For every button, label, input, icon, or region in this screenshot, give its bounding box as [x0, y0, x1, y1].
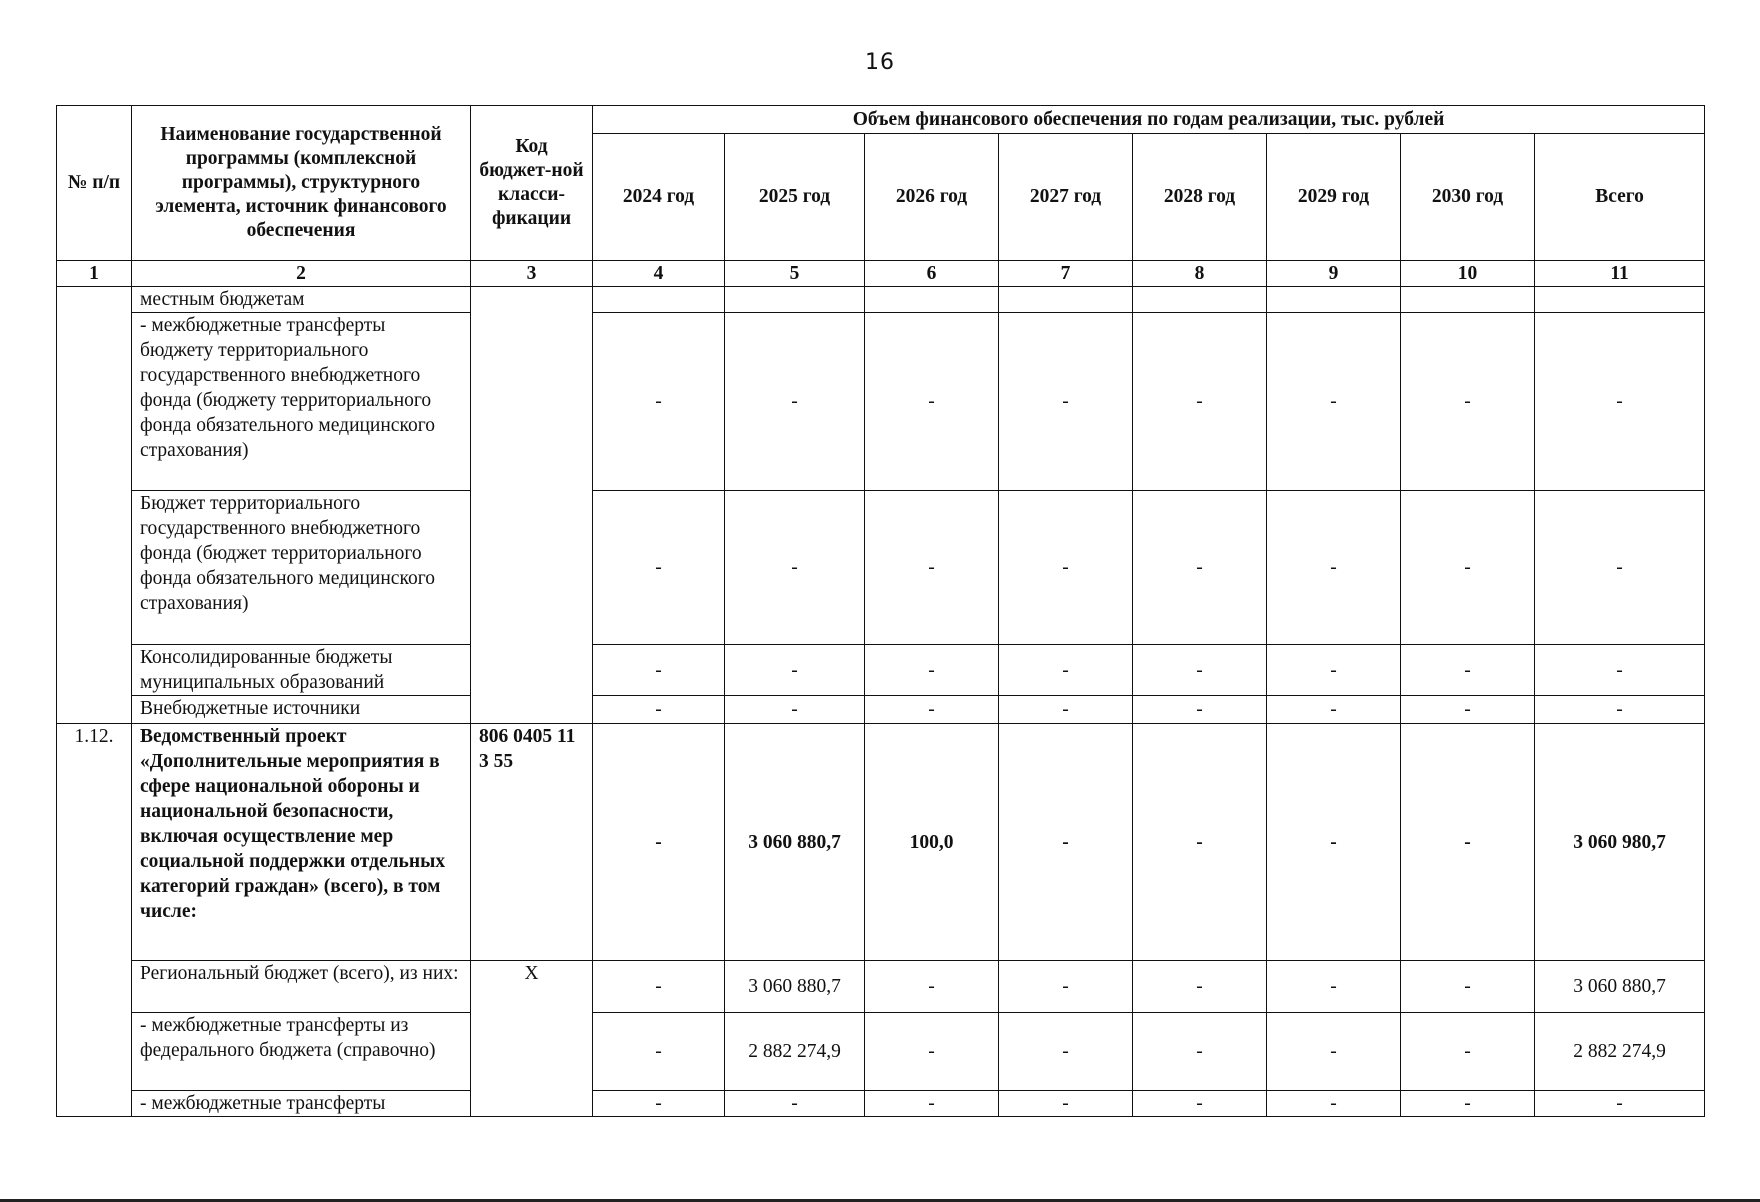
value-cell: - [865, 645, 999, 696]
value-cell: 2 882 274,9 [1535, 1013, 1705, 1091]
value-cell [593, 287, 725, 313]
value-cell: 3 060 880,7 [725, 961, 865, 1013]
value-cell: - [1133, 645, 1267, 696]
column-index: 1 [57, 261, 132, 287]
value-cell: - [865, 1013, 999, 1091]
value-cell: - [725, 1091, 865, 1117]
value-cell: - [593, 1013, 725, 1091]
table-row-project [57, 724, 1705, 961]
value-cell: - [999, 1091, 1133, 1117]
value-cell: 2 882 274,9 [725, 1013, 865, 1091]
header-row-1 [57, 106, 1705, 134]
value-cell: - [1401, 645, 1535, 696]
value-cell: - [593, 645, 725, 696]
page-number: 16 [865, 50, 895, 75]
value-cell: - [1267, 491, 1401, 645]
header-no: № п/п [57, 106, 132, 261]
value-cell: - [1267, 696, 1401, 724]
column-index: 7 [999, 261, 1133, 287]
header-year: 2030 год [1401, 134, 1535, 261]
table-row [57, 961, 1705, 1013]
value-cell: - [1133, 313, 1267, 491]
value-cell: - [999, 696, 1133, 724]
value-cell: - [1267, 1013, 1401, 1091]
value-cell: - [1133, 724, 1267, 961]
value-cell: - [1267, 313, 1401, 491]
table-row [57, 1091, 1705, 1117]
value-cell: - [593, 491, 725, 645]
row-name: - межбюджетные трансферты [132, 1091, 471, 1117]
value-cell: - [1535, 1091, 1705, 1117]
value-cell: - [999, 1013, 1133, 1091]
value-cell [1133, 287, 1267, 313]
table-row [57, 696, 1705, 724]
value-cell: - [593, 313, 725, 491]
value-cell: - [725, 696, 865, 724]
value-cell: - [865, 696, 999, 724]
value-cell: - [593, 724, 725, 961]
row-name: Региональный бюджет (всего), из них: [132, 961, 471, 1013]
value-cell: - [865, 961, 999, 1013]
value-cell: - [1267, 1091, 1401, 1117]
column-index: 9 [1267, 261, 1401, 287]
code-cell [471, 287, 593, 724]
value-cell: - [999, 961, 1133, 1013]
header-name: Наименование государственной программы (комплексной программы), структурного элемента, источник финансового обеспечения [132, 106, 471, 261]
value-cell: - [725, 313, 865, 491]
value-cell: 100,0 [865, 724, 999, 961]
value-cell: - [1401, 1091, 1535, 1117]
row-name: Внебюджетные источники [132, 696, 471, 724]
column-index: 10 [1401, 261, 1535, 287]
header-total: Всего [1535, 134, 1705, 261]
value-cell: - [865, 1091, 999, 1117]
value-cell [1535, 287, 1705, 313]
column-index: 2 [132, 261, 471, 287]
value-cell [725, 287, 865, 313]
header-volume: Объем финансового обеспечения по годам реализации, тыс. рублей [593, 106, 1705, 134]
value-cell: - [725, 645, 865, 696]
value-cell: 3 060 880,7 [1535, 961, 1705, 1013]
column-index-row [57, 261, 1705, 287]
header-year: 2025 год [725, 134, 865, 261]
value-cell: - [999, 491, 1133, 645]
value-cell: - [725, 491, 865, 645]
value-cell: - [1535, 696, 1705, 724]
table-row [57, 1013, 1705, 1091]
budget-table [56, 105, 1705, 1117]
header-year: 2028 год [1133, 134, 1267, 261]
value-cell: - [1267, 961, 1401, 1013]
value-cell: - [1133, 491, 1267, 645]
value-cell: - [1267, 645, 1401, 696]
table-row [57, 313, 1705, 491]
table-row [57, 287, 1705, 313]
column-index: 5 [725, 261, 865, 287]
header-year: 2029 год [1267, 134, 1401, 261]
value-cell: - [1267, 724, 1401, 961]
value-cell: - [1535, 491, 1705, 645]
header-year: 2024 год [593, 134, 725, 261]
value-cell: - [1133, 696, 1267, 724]
value-cell: - [1133, 1091, 1267, 1117]
table-row [57, 645, 1705, 696]
value-cell: - [1133, 1013, 1267, 1091]
value-cell: - [593, 961, 725, 1013]
value-cell: - [999, 645, 1133, 696]
value-cell: - [1401, 724, 1535, 961]
table-row [57, 491, 1705, 645]
value-cell: - [593, 696, 725, 724]
value-cell: - [1401, 961, 1535, 1013]
value-cell: 3 060 980,7 [1535, 724, 1705, 961]
column-index: 8 [1133, 261, 1267, 287]
value-cell [1267, 287, 1401, 313]
row-name: - межбюджетные трансферты из федерального бюджета (справочно) [132, 1013, 471, 1091]
value-cell: - [1535, 313, 1705, 491]
value-cell: - [865, 491, 999, 645]
header-year: 2026 год [865, 134, 999, 261]
row-name: местным бюджетам [132, 287, 471, 313]
value-cell: - [1535, 645, 1705, 696]
value-cell: - [865, 313, 999, 491]
value-cell: - [999, 724, 1133, 961]
header-code: Код бюджет-ной класси-фикации [471, 106, 593, 261]
value-cell: - [1401, 313, 1535, 491]
row-name: - межбюджетные трансферты бюджету территориального государственного внебюджетного фонда (бюджету территориального фонда обязательного медицинского страхования) [132, 313, 471, 491]
value-cell [865, 287, 999, 313]
value-cell: - [999, 313, 1133, 491]
value-cell: - [1401, 1013, 1535, 1091]
row-number-cell [57, 287, 132, 724]
value-cell: - [593, 1091, 725, 1117]
row-number: 1.12. [57, 724, 132, 1117]
column-index: 4 [593, 261, 725, 287]
row-name: Ведомственный проект «Дополнительные мероприятия в сфере национальной обороны и национальной безопасности, включая осуществление мер социальной поддержки отдельных категорий граждан» (всего), в том числе: [132, 724, 471, 961]
column-index: 6 [865, 261, 999, 287]
row-name: Консолидированные бюджеты муниципальных образований [132, 645, 471, 696]
header-year: 2027 год [999, 134, 1133, 261]
column-index: 11 [1535, 261, 1705, 287]
row-name: Бюджет территориального государственного внебюджетного фонда (бюджет территориального фонда обязательного медицинского страхования) [132, 491, 471, 645]
value-cell: - [1401, 696, 1535, 724]
value-cell: 3 060 880,7 [725, 724, 865, 961]
column-index: 3 [471, 261, 593, 287]
value-cell: - [1133, 961, 1267, 1013]
value-cell: - [1401, 491, 1535, 645]
value-cell [999, 287, 1133, 313]
budget-code: X [471, 961, 593, 1117]
budget-code: 806 0405 11 3 55 [471, 724, 593, 961]
value-cell [1401, 287, 1535, 313]
